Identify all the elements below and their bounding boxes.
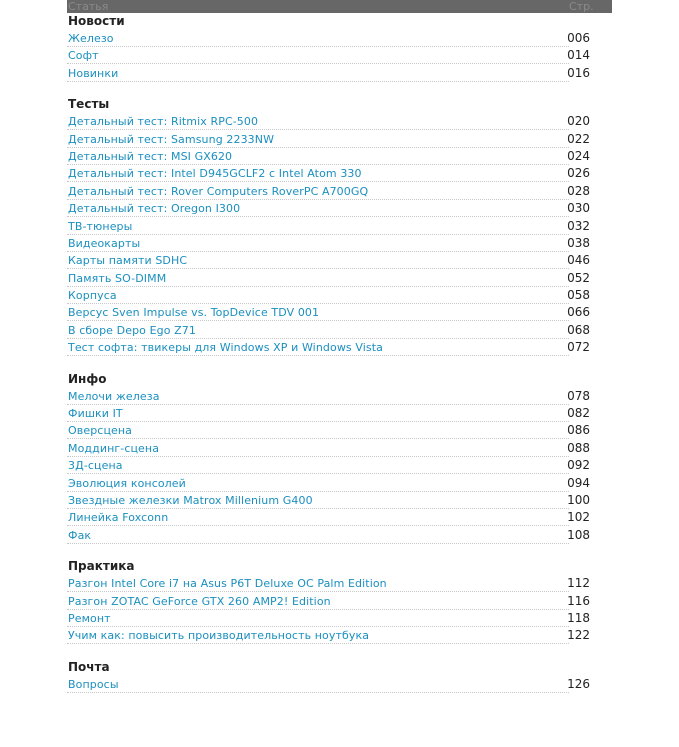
toc-row	[67, 148, 612, 165]
page-number: 092	[567, 458, 590, 473]
page-number: 122	[567, 628, 590, 643]
article-link[interactable]: 3Д-сцена	[68, 459, 123, 473]
page-number: 046	[567, 253, 590, 268]
toc-row	[67, 475, 612, 492]
toc-row	[67, 457, 612, 474]
page-number: 028	[567, 183, 590, 198]
section-spacer	[67, 357, 612, 371]
toc-row	[67, 30, 612, 47]
toc-row	[67, 287, 612, 304]
page-number: 016	[567, 65, 590, 80]
toc-row	[67, 627, 612, 644]
page-number: 014	[567, 48, 590, 63]
row-divider	[67, 643, 569, 644]
toc-row	[67, 422, 612, 439]
toc-row	[67, 509, 612, 526]
article-link[interactable]: Новинки	[68, 66, 119, 80]
toc-row	[67, 235, 612, 252]
article-link[interactable]: Софт	[68, 49, 99, 63]
article-link[interactable]: ТВ-тюнеры	[68, 219, 133, 233]
toc-row	[67, 575, 612, 592]
page-number: 112	[567, 576, 590, 591]
page-number: 058	[567, 288, 590, 303]
row-divider	[67, 81, 569, 82]
page-number: 126	[567, 676, 590, 691]
article-link[interactable]: Линейка Foxconn	[68, 511, 169, 525]
article-link[interactable]: Звездные железки Matrox Millenium G400	[68, 493, 313, 507]
page-number: 022	[567, 131, 590, 146]
section-spacer	[67, 544, 612, 558]
article-link[interactable]: Детальный тест: Intel D945GCLF2 с Intel Atom 330	[68, 167, 362, 181]
article-link[interactable]: Детальный тест: Samsung 2233NW	[68, 132, 275, 146]
page-number: 078	[567, 388, 590, 403]
toc-row	[67, 270, 612, 287]
row-divider	[67, 543, 569, 544]
section-title: Инфо	[68, 371, 107, 386]
article-link[interactable]: Корпуса	[68, 289, 117, 303]
article-link[interactable]: Детальный тест: Ritmix RPC-500	[68, 115, 259, 129]
article-link[interactable]: Учим как: повысить производительность ноутбука	[68, 629, 370, 643]
table-of-contents	[67, 0, 612, 693]
toc-row	[67, 304, 612, 321]
column-title-label: Статья	[68, 0, 109, 13]
page-number: 066	[567, 305, 590, 320]
section-title: Новости	[68, 14, 125, 28]
article-link[interactable]: Карты памяти SDHC	[68, 254, 188, 268]
page-number: 108	[567, 527, 590, 542]
toc-row	[67, 183, 612, 200]
article-link[interactable]: Эволюция консолей	[68, 476, 186, 490]
toc-row	[67, 593, 612, 610]
row-divider	[67, 692, 569, 693]
toc-row	[67, 440, 612, 457]
article-link[interactable]: Память SO-DIMM	[68, 271, 167, 285]
section-title: Тесты	[68, 97, 110, 112]
toc-row	[67, 252, 612, 269]
page-number: 030	[567, 201, 590, 216]
toc-row	[67, 131, 612, 148]
article-link[interactable]: Детальный тест: MSI GX620	[68, 149, 233, 163]
article-link[interactable]: Разгон ZOTAC GeForce GTX 260 AMP2! Edition	[68, 594, 331, 608]
article-link[interactable]: Видеокарты	[68, 236, 141, 250]
page-number: 082	[567, 406, 590, 421]
page-number: 024	[567, 148, 590, 163]
page-number: 116	[567, 593, 590, 608]
page-number: 088	[567, 440, 590, 455]
toc-sections	[67, 13, 612, 693]
article-link[interactable]: Оверсцена	[68, 424, 133, 438]
article-link[interactable]: Разгон Intel Core i7 на Asus P6T Deluxe OC Palm Edition	[68, 577, 387, 591]
page-number: 038	[567, 235, 590, 250]
section-spacer	[67, 645, 612, 659]
toc-row	[67, 676, 612, 693]
toc-row	[67, 65, 612, 82]
article-link[interactable]: Версус Sven Impulse vs. TopDevice TDV 001	[68, 306, 320, 320]
article-link[interactable]: Мелочи железа	[68, 389, 160, 403]
page-number: 100	[567, 492, 590, 507]
toc-row	[67, 47, 612, 64]
column-page-label: Стр.	[569, 0, 594, 13]
row-divider	[67, 355, 569, 356]
toc-row	[67, 322, 612, 339]
toc-row	[67, 405, 612, 422]
toc-row	[67, 200, 612, 217]
page-number: 032	[567, 218, 590, 233]
page-number: 020	[567, 114, 590, 129]
page-number: 006	[567, 31, 590, 45]
toc-row	[67, 388, 612, 405]
toc-row	[67, 165, 612, 182]
page-number: 094	[567, 475, 590, 490]
article-link[interactable]: Моддинг-сцена	[68, 441, 160, 455]
toc-row	[67, 610, 612, 627]
toc-row	[67, 113, 612, 130]
article-link[interactable]: Детальный тест: Oregon I300	[68, 202, 241, 216]
article-link[interactable]: Вопросы	[68, 677, 119, 691]
article-link[interactable]: В сборе Depo Ego Z71	[68, 323, 196, 337]
page-number: 118	[567, 610, 590, 625]
page-number: 072	[567, 340, 590, 355]
toc-row	[67, 527, 612, 544]
page-number: 052	[567, 270, 590, 285]
article-link[interactable]: Детальный тест: Rover Computers RoverPC A700GQ	[68, 184, 369, 198]
article-link[interactable]: Тест софта: твикеры для Windows XP и Windows Vista	[68, 341, 383, 355]
toc-header	[67, 0, 612, 13]
toc-row	[67, 218, 612, 235]
toc-row	[67, 492, 612, 509]
page-number: 102	[567, 510, 590, 525]
section-title: Почта	[68, 659, 110, 674]
article-link[interactable]: Ремонт	[68, 611, 111, 625]
section-spacer	[67, 82, 612, 96]
section-title: Практика	[68, 559, 135, 574]
page-number: 026	[567, 166, 590, 181]
article-link[interactable]: Железо	[68, 32, 114, 45]
page-number: 086	[567, 423, 590, 438]
toc-row	[67, 339, 612, 356]
page-number: 068	[567, 322, 590, 337]
article-link[interactable]: Фак	[68, 528, 92, 542]
article-link[interactable]: Фишки IT	[68, 407, 123, 421]
